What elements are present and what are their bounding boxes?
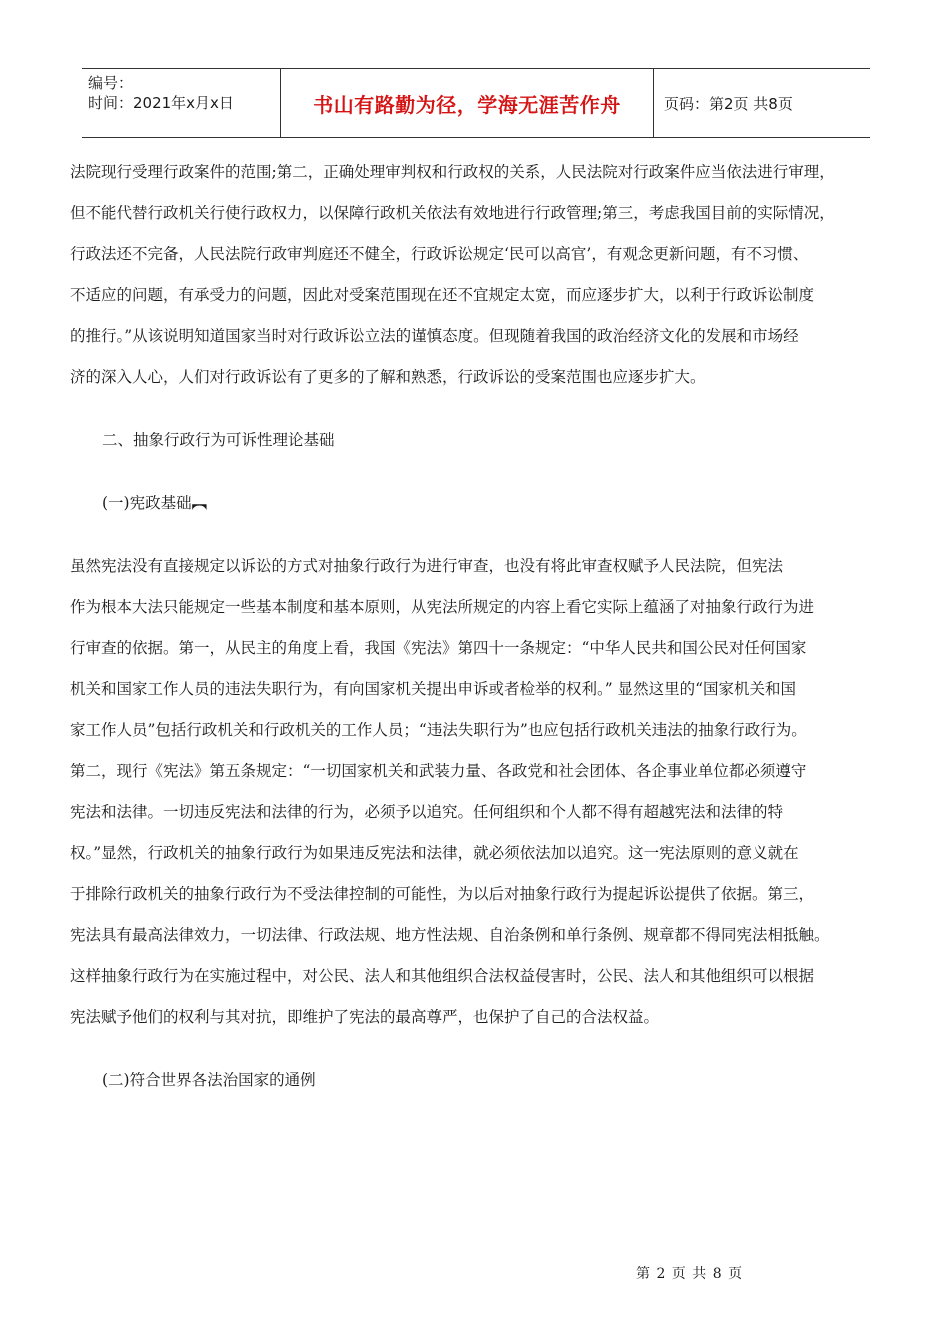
text-line: 这样抽象行政行为在实施过程中，对公民、法人和其他组织合法权益侵害时，公民、法人和其他组织可以根据 <box>70 967 815 985</box>
text-line: 虽然宪法没有直接规定以诉讼的方式对抽象行政行为进行审查，也没有将此审查权赋予人民法院，但宪法 <box>70 557 784 575</box>
header-page-info: 页码：第2页 共8页 <box>664 94 793 113</box>
page-footer: 第 2 页 共 8 页 <box>636 1266 744 1282</box>
doc-time-label: 时间：2021年x月x日 <box>88 94 234 112</box>
header-meta <box>82 69 281 137</box>
text-line: 的推行。”从该说明知道国家当时对行政诉讼立法的谨慎态度。但现随着我国的政治经济文化的发展和市场经 <box>70 327 799 345</box>
text-line: 权。”显然，行政机关的抽象行政行为如果违反宪法和法律，就必须依法加以追究。这一宪法原则的意义就在 <box>70 844 799 862</box>
text-line: 第二，现行《宪法》第五条规定：“一切国家机关和武装力量、各政党和社会团体、各企事业单位都必须遵守 <box>70 762 807 780</box>
paragraph-2 <box>70 546 886 1038</box>
doc-number-label: 编号： <box>88 74 134 92</box>
document-body <box>70 152 886 1101</box>
text-line: 不适应的问题，有承受力的问题，因此对受案范围现在还不宜规定太宽，而应逐步扩大，以利于行政诉讼制度 <box>70 286 815 304</box>
text-line: 家工作人员”包括行政机关和行政机关的工作人员；“违法失职行为”也应包括行政机关违法的抽象行政行为。 <box>70 721 807 739</box>
text-line: 宪法和法律。一切违反宪法和法律的行为，必须予以追究。任何组织和个人都不得有超越宪法和法律的特 <box>70 803 784 821</box>
text-line: 宪法具有最高法律效力，一切法律、行政法规、地方性法规、自治条例和单行条例、规章都不得同宪法相抵触。 <box>70 926 830 944</box>
subsection-heading-2: (二)符合世界各法治国家的通例 <box>102 1071 316 1089</box>
text-line: 济的深入人心，人们对行政诉讼有了更多的了解和熟悉，行政诉讼的受案范围也应逐步扩大。 <box>70 368 706 386</box>
text-line: 行政法还不完备，人民法院行政审判庭还不健全，行政诉讼规定‘民可以高官’，有观念更新问题，有不习惯、 <box>70 245 809 263</box>
text-line: 作为根本大法只能规定一些基本制度和基本原则，从宪法所规定的内容上看它实际上蕴涵了对抽象行政行为进 <box>70 598 815 616</box>
text-line: 于排除行政机关的抽象行政行为不受法律控制的可能性，为以后对抽象行政行为提起诉讼提供了依据。第三， <box>70 885 815 903</box>
text-line: 宪法赋予他们的权利与其对抗，即维护了宪法的最高尊严，也保护了自己的合法权益。 <box>70 1008 660 1026</box>
paragraph-1 <box>70 152 886 398</box>
text-line: 但不能代替行政机关行使行政权力，以保障行政机关依法有效地进行行政管理;第三，考虑我国目前的实际情况， <box>70 204 835 222</box>
text-line: 机关和国家工作人员的违法失职行为，有向国家机关提出申诉或者检举的权利。” 显然这里的“国家机关和国 <box>70 680 797 698</box>
header-motto: 书山有路勤为径，学海无涯苦作舟 <box>281 69 654 137</box>
text-line: 行审查的依据。第一，从民主的角度上看，我国《宪法》第四十一条规定：“中华人民共和国公民对任何国家 <box>70 639 807 657</box>
document-header <box>82 68 870 138</box>
section-heading-2: 二、抽象行政行为可诉性理论基础 <box>102 431 335 449</box>
subsection-heading-1: (一)宪政基础︻ <box>102 494 208 512</box>
text-line: 法院现行受理行政案件的范围;第二，正确处理审判权和行政权的关系，人民法院对行政案件应当依法进行审理， <box>70 163 835 181</box>
